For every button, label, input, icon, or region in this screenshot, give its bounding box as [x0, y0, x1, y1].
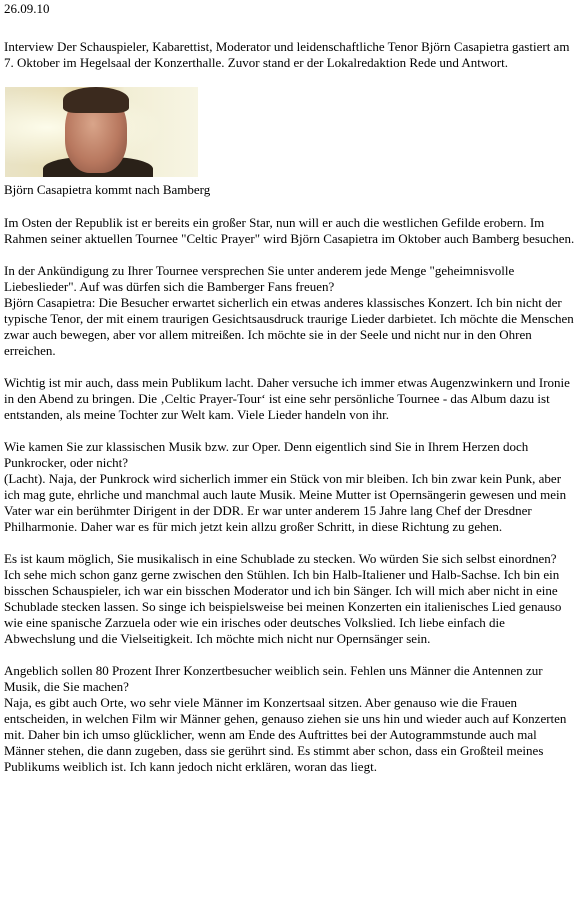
article-intro: Interview Der Schauspieler, Kabarettist, Moderator und leidenschaftliche Tenor Björn Casapietra gastiert am 7. Oktober im Hegelsaal der Konzerthalle. Zuvor stand er der Lokalredaktion Rede und Antwort.	[4, 39, 570, 70]
answer-text: Naja, es gibt auch Orte, wo sehr viele Männer im Konzertsaal sitzen. Aber genauso wie die Frauen entscheiden, in welchen Film wir Männer gehen, genauso ziehen sie uns hin und wieder auch auf Konzerten mit. Daher bin ich umso glücklicher, wenn am Ende des Auftrittes bei der Autogrammstunde auch mal Männer stehen, die dann zugeben, dass sie gerührt sind. Es stimmt aber schon, dass ein Großteil meines Publikums weiblich ist. Ich kann jedoch nicht erklären, woran das liegt.	[4, 695, 567, 774]
question-text: In der Ankündigung zu Ihrer Tournee versprechen Sie unter anderem jede Menge "geheimnisvolle Liebeslieder". Auf was dürfen sich die Bamberger Fans freuen?	[4, 263, 515, 294]
article-lead: Im Osten der Republik ist er bereits ein großer Star, nun will er auch die westlichen Gefilde erobern. Im Rahmen seiner aktuellen Tournee "Celtic Prayer" wird Björn Casapietra im Oktober auch Bamberg besuchen.	[4, 215, 575, 246]
question-text: Es ist kaum möglich, Sie musikalisch in eine Schublade zu stecken. Wo würden Sie sich selbst einordnen?	[4, 551, 557, 566]
article	[4, 1, 578, 791]
qa-block-3	[4, 439, 578, 535]
portrait-photo	[5, 87, 198, 177]
qa-block-1	[4, 263, 578, 359]
article-date: 26.09.10	[4, 1, 50, 16]
question-text: Wie kamen Sie zur klassischen Musik bzw. zur Oper. Denn eigentlich sind Sie in Ihrem Herzen doch Punkrocker, oder nicht?	[4, 439, 529, 470]
answer-text: Ich sehe mich schon ganz gerne zwischen den Stühlen. Ich bin Halb-Italiener und Halb-Sachse. Ich bin ein bisschen Schauspieler, ich war ein bisschen Moderator und ich bin Sänger. Ich will mich aber nicht in eine Schublade stecken lassen. So singe ich beispielsweise bei meinen Konzerten ein italienisches Lied genauso wie eine spanische Zarzuela oder wie ein irisches oder deutsches Volkslied. Ich liebe einfach die Abwechslung und die Vielseitigkeit. Ich möchte mich nicht nur Opernsänger sein.	[4, 567, 562, 646]
answer-text: Wichtig ist mir auch, dass mein Publikum lacht. Daher versuche ich immer etwas Augenzwinkern und Ironie in den Abend zu bringen. Die ‚Celtic Prayer-Tour‘ ist eine sehr persönliche Tournee - das Album dazu ist entstanden, als meine Tochter zur Welt kam. Viele Lieder handeln von ihr.	[4, 375, 570, 422]
answer-text: Björn Casapietra: Die Besucher erwartet sicherlich ein etwas anderes klassisches Konzert. Ich bin nicht der typische Tenor, der mit einem traurigen Gesichtsausdruck traurige Lieder darbietet. Ich möchte die Menschen zwar auch bewegen, aber vor allem mitreißen. Ich möchte sie in der Seele und nicht nur in den Ohren erreichen.	[4, 295, 574, 358]
answer-text: (Lacht). Naja, der Punkrock wird sicherlich immer ein Stück von mir bleiben. Ich bin zwar kein Punk, aber ich mag gute, ehrliche und manchmal auch laute Musik. Meine Mutter ist Opernsängerin gewesen und mein Vater war ein berühmter Dirigent in der DDR. Er war unter anderem 15 Jahre lang Chef der Dresdner Philharmonie. Daher war es für mich jetzt kein allzu großer Schritt, in diese Richtung zu gehen.	[4, 471, 567, 534]
qa-block-5	[4, 663, 578, 775]
question-text: Angeblich sollen 80 Prozent Ihrer Konzertbesucher weiblich sein. Fehlen uns Männer die Antennen zur Musik, die Sie machen?	[4, 663, 543, 694]
qa-block-2	[4, 375, 578, 423]
qa-block-4	[4, 551, 578, 647]
photo-caption: Björn Casapietra kommt nach Bamberg	[4, 182, 211, 197]
photo-hair	[63, 87, 129, 113]
